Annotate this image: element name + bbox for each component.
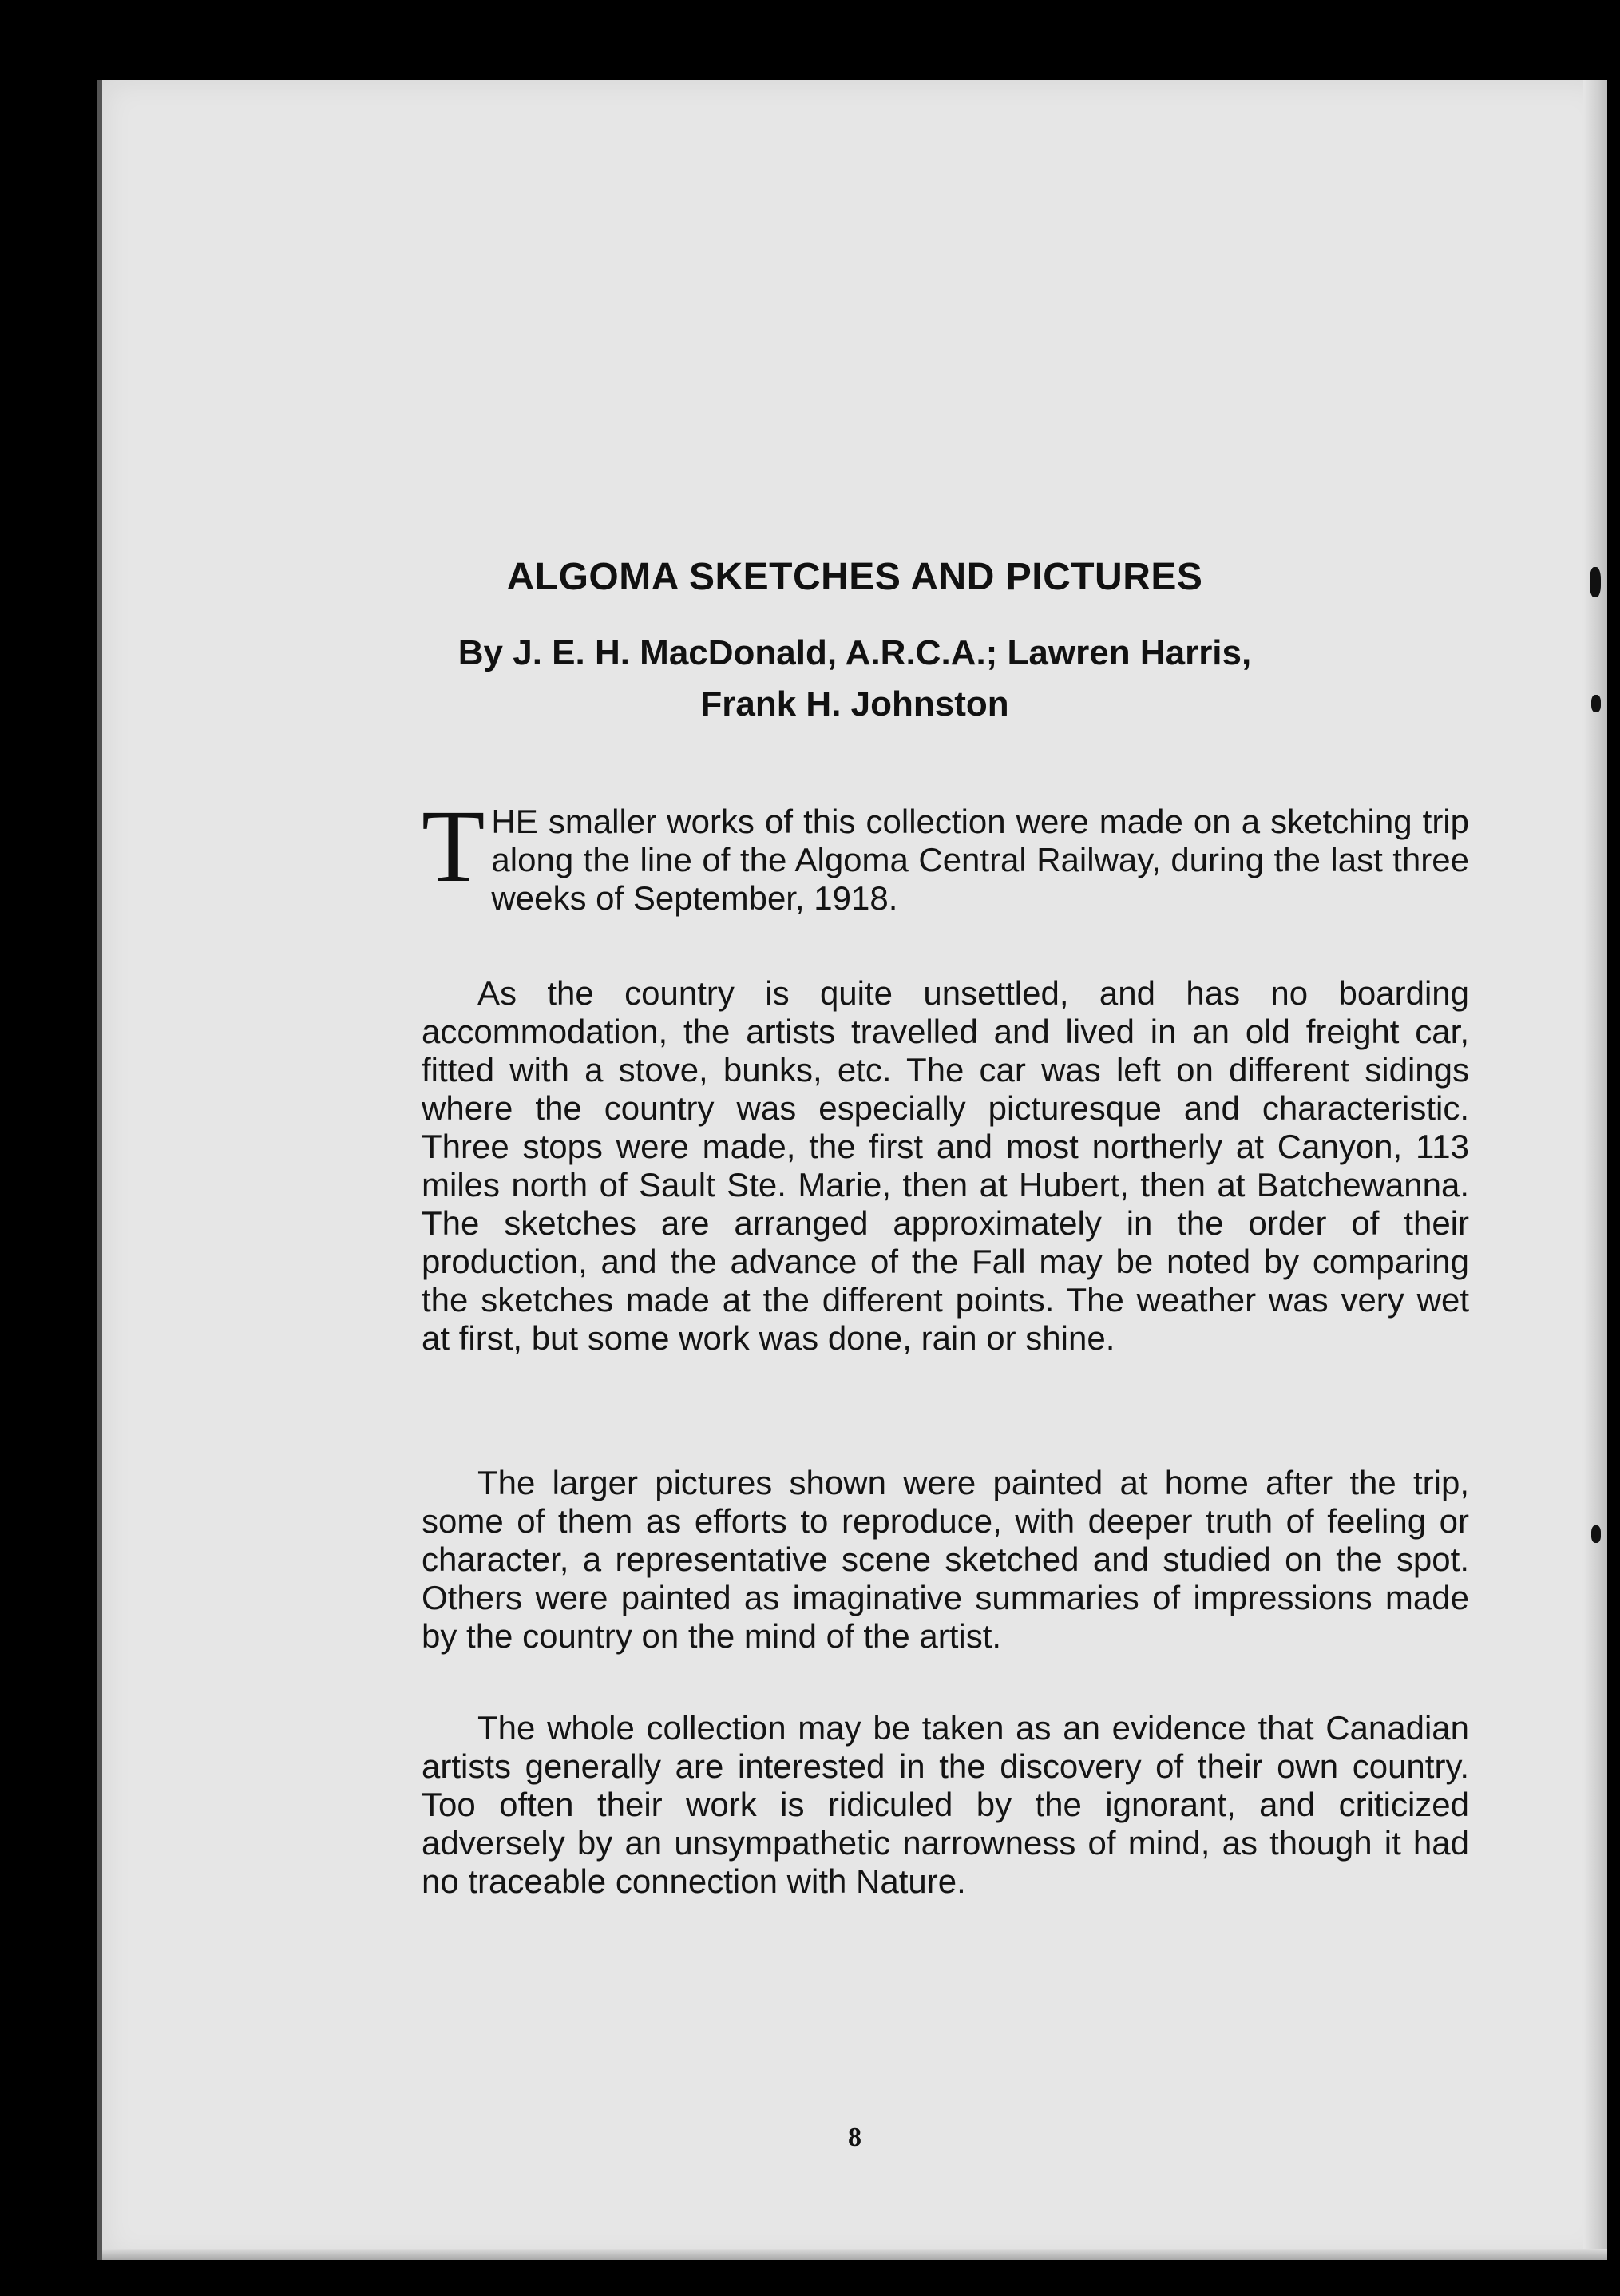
- paragraph-text: HE smaller works of this collection were made on a sketching trip along the line of the Algoma Central Railway, during the last three weeks of September, 1918.: [491, 803, 1469, 917]
- drop-cap: T: [422, 789, 485, 904]
- binding-hole-mark: [1591, 1525, 1601, 1543]
- paragraph-text: The larger pictures shown were painted at home after the trip, some of them as efforts to reproduce, with deeper truth of feeling or character, a representative scene sketched and studied on the spot. Others were painted as imaginative summaries of impressions made by the country on the mind of the artist.: [422, 1464, 1469, 1655]
- paragraph-text: As the country is quite unsettled, and has no boarding accommodation, the artists travelled and lived in an old freight car, fitted with a stove, bunks, etc. The car was left on different sidings where the country was especially picturesque and characteristic. Three stops were made, the first and most northerly at Canyon, 113 miles north of Sault Ste. Marie, then at Hubert, then at Batchewanna. The sketches are arranged approximately in the order of their production, and the advance of the Fall may be noted by comparing the sketches made at the different points. The weather was very wet at first, but some work was done, rain or shine.: [422, 974, 1469, 1357]
- page-title: ALGOMA SKETCHES AND PICTURES: [506, 556, 1203, 598]
- page-number: 8: [848, 2123, 861, 2152]
- paragraph: [422, 789, 1469, 918]
- byline-authors-continued: Frank H. Johnston: [700, 684, 1009, 724]
- page: [97, 80, 1607, 2260]
- page-bottom-edge: [102, 2249, 1607, 2260]
- paragraph: [422, 1464, 1469, 1656]
- page-edge: [1583, 80, 1607, 2260]
- paragraph-text: The whole collection may be taken as an evidence that Canadian artists generally are interested in the discovery of their own country. Too often their work is ridiculed by the ignorant, and criticized adversely by an unsympathetic narrowness of mind, as though it had no traceable connection with Nature.: [422, 1709, 1469, 1900]
- paragraph: [422, 1709, 1469, 1901]
- byline-authors: By J. E. H. MacDonald, A.R.C.A.; Lawren Harris,: [457, 633, 1252, 672]
- paragraph: [422, 974, 1469, 1358]
